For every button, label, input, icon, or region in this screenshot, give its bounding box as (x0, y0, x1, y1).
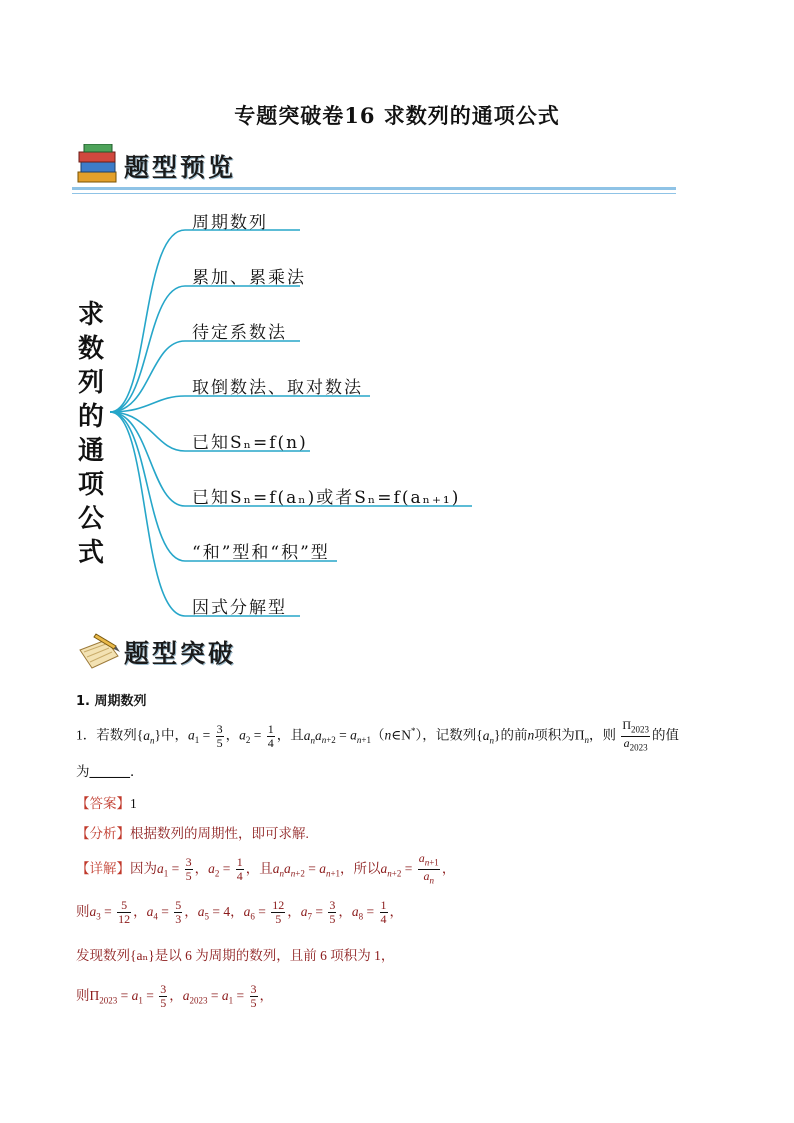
problem-heading: 1. 周期数列 (76, 694, 147, 709)
mindmap-branch: 周期数列 (192, 213, 268, 233)
answer-tag: 【答案】 (76, 796, 130, 811)
problem-stem-cont: 为______． (76, 764, 144, 779)
analysis-line: 【分析】根据数列的周期性，即可求解. (76, 826, 309, 841)
detail-line-3: 发现数列{aₙ}是以 6 为周期的数列，且前 6 项积为 1， (76, 948, 395, 963)
mindmap-root: 求数列的通项公式 (77, 300, 104, 568)
mindmap-branch: 已知Sₙ=f(n) (192, 433, 308, 453)
detail-line-2: 则$a_3$ = $\frac{5}{12}$ ，$a_4$ = $\frac{5}{3}$ ，$a_5 = 4$，$a_6$ = $\frac{12}{5}$ ，$a_7$ = $\frac{3}{5}$ ，$a_8$ = $\frac{1}{4}$ ， (76, 898, 403, 927)
divider (72, 187, 676, 190)
books-icon (76, 144, 120, 186)
section-label: 题型突破 (124, 639, 237, 668)
detail-tag: 【详解】 (76, 860, 130, 876)
analysis-tag: 【分析】 (76, 826, 130, 841)
detail-line-1: 【详解】因为$a_1$ = $\frac{3}{5}$ ，$a_2$ = $\frac{1}{4}$ ，且$a_na_{n+2} = a_{n+1}$，所以$a_{n+2}$ = $\frac{a_{n+1}}{a_n}$ ， (76, 851, 456, 886)
mindmap-branch: 待定系数法 (192, 323, 287, 343)
detail-line-4: 则$\Pi_{2023} = a_1$ = $\frac{3}{5}$ ，$a_{2023} = a_1$ = $\frac{3}{5}$ ， (76, 982, 273, 1011)
mindmap-branch: 取倒数法、取对数法 (192, 378, 363, 398)
page-title: 专题突破卷16 求数列的通项公式 (234, 103, 560, 128)
mindmap-branch: “和”型和“积”型 (192, 543, 330, 563)
divider (72, 193, 676, 194)
section-header-preview (72, 142, 676, 194)
mindmap-branch: 已知Sₙ=f(aₙ)或者Sₙ=f(aₙ₊₁) (192, 488, 461, 508)
mindmap-branch: 因式分解型 (192, 598, 287, 618)
section-label: 题型预览 (124, 153, 237, 182)
answer-line: 【答案】1 (76, 796, 137, 811)
answer-blank: ______ (89, 764, 130, 779)
section-header-breakthrough (72, 628, 676, 680)
mindmap-branch: 累加、累乘法 (192, 268, 306, 288)
problem-stem: 1．若数列$\{a_n\}$中，$a_1$ = $\frac{3}{5}$ ，$a_2$ = $\frac{1}{4}$ ，且$a_na_{n+2}$ = $a_{n+1}(n\in N^*)$，记数列$\{a_n\}$的前n项积为$\Pi_n$，则 $\frac{\Pi_{2023}}{a_{2023}}$ 的值 (76, 717, 680, 753)
notebook-pencil-icon (76, 630, 122, 672)
